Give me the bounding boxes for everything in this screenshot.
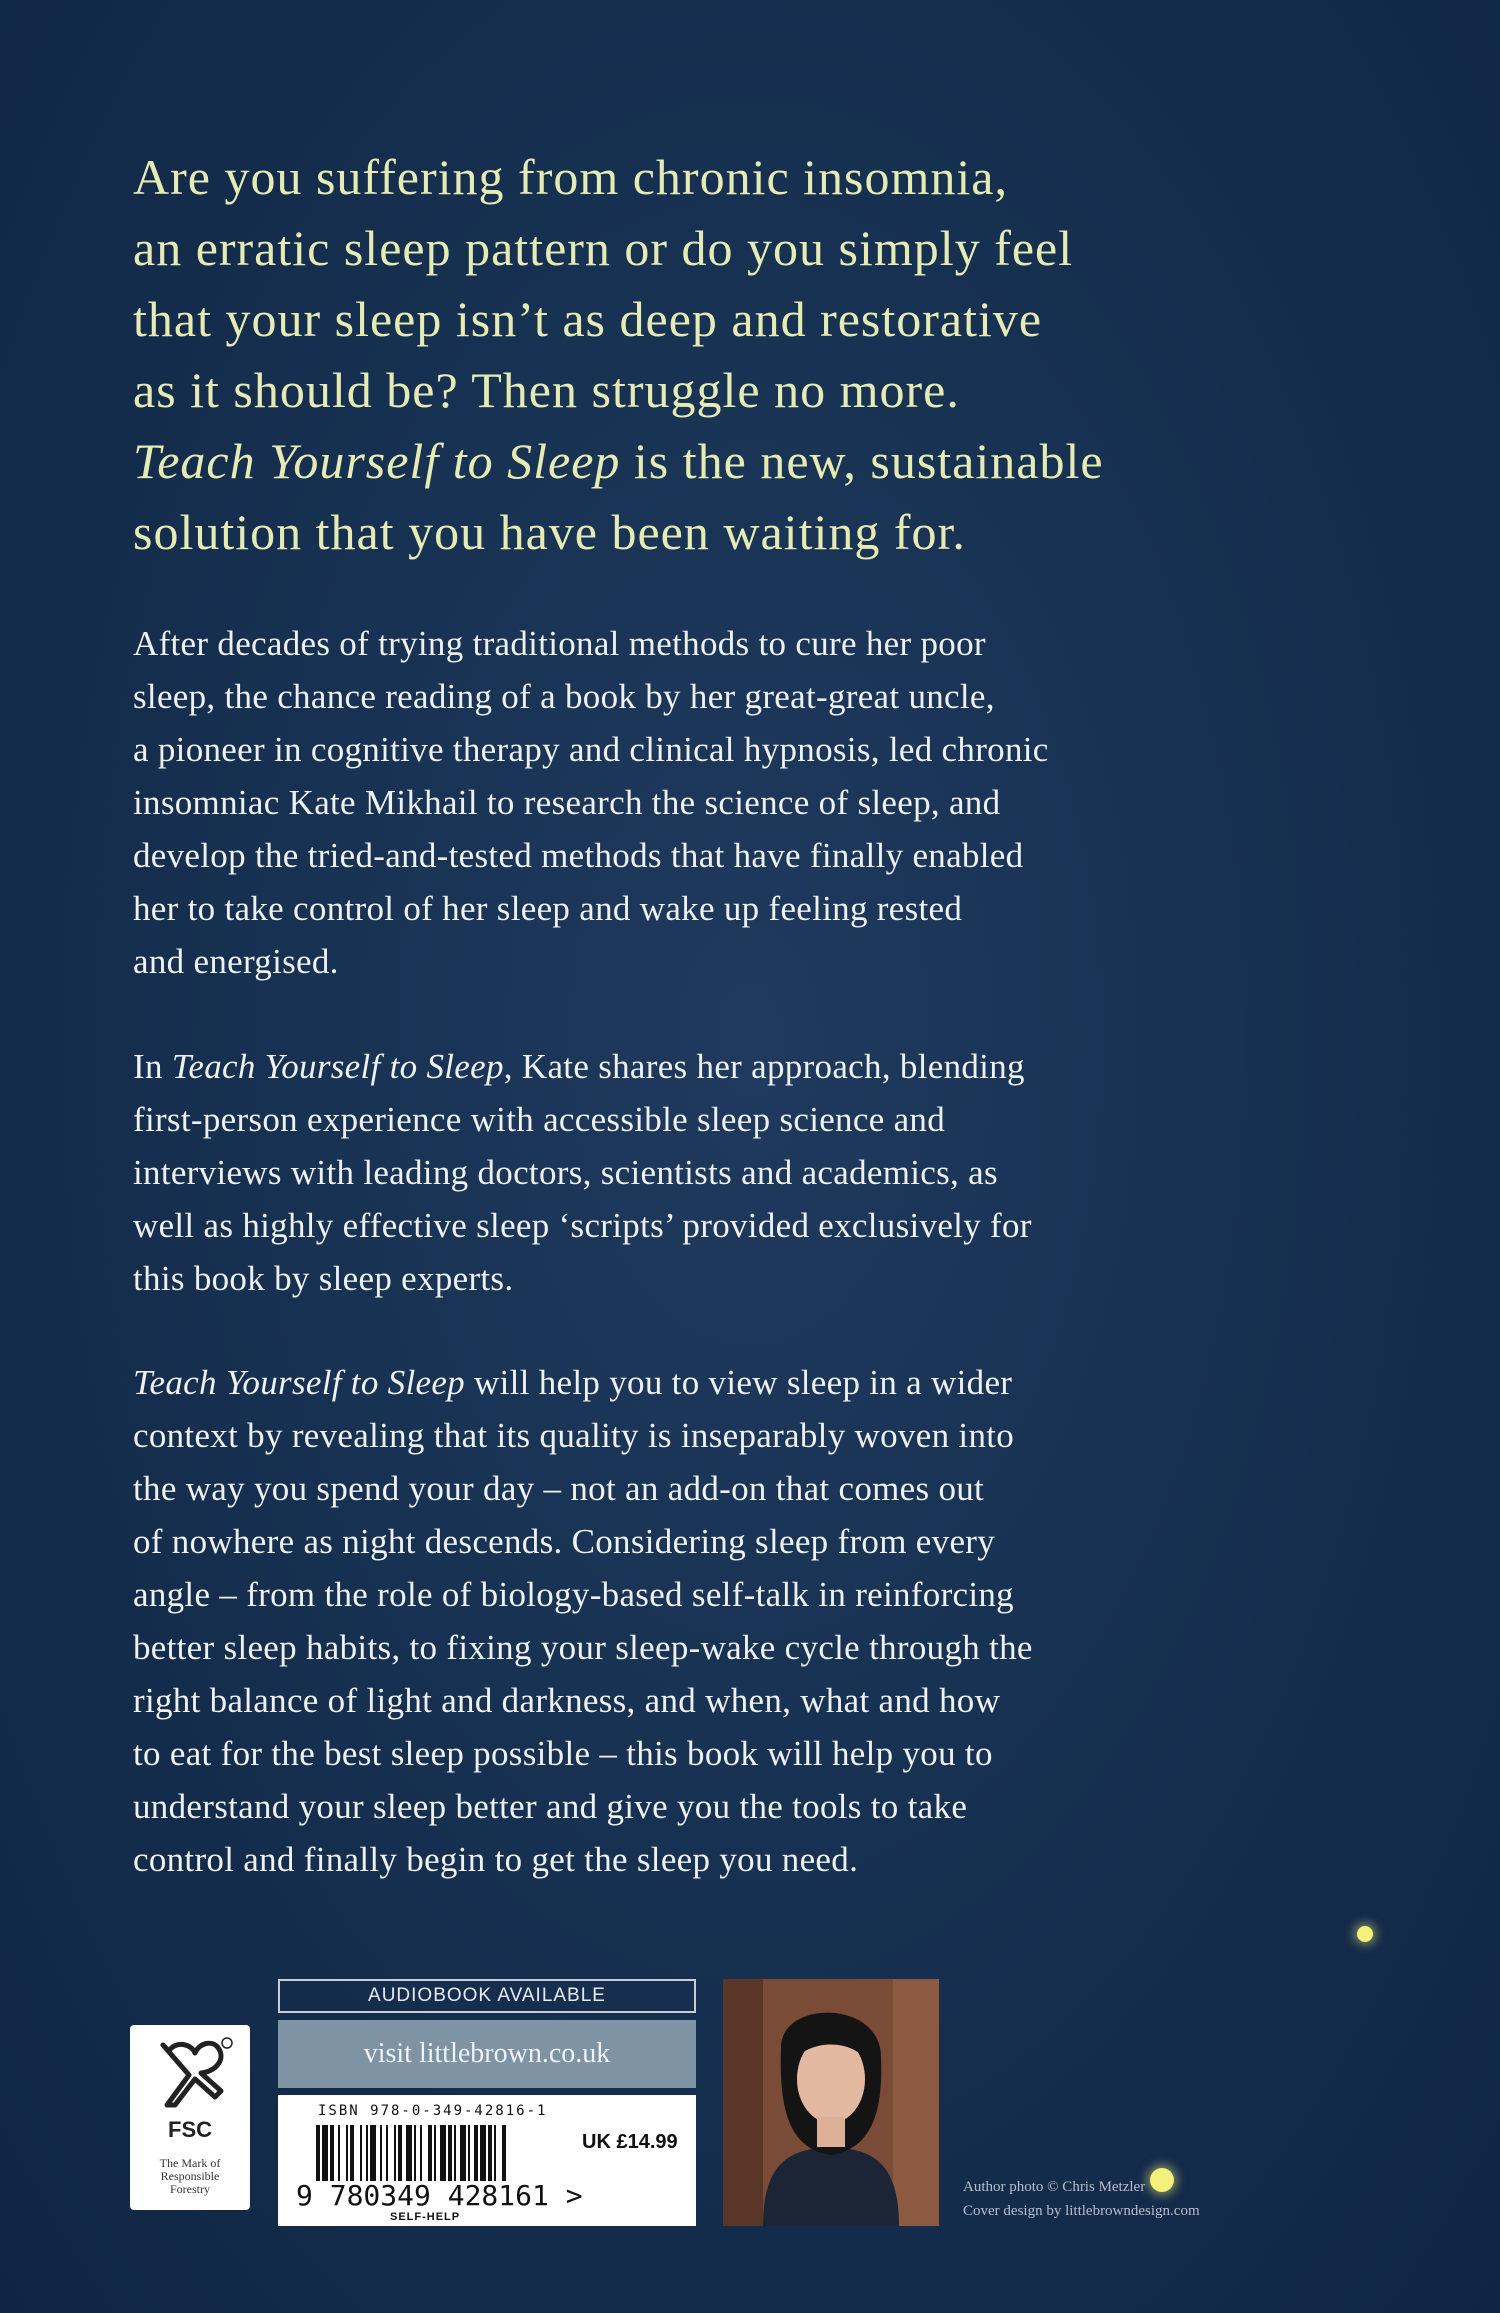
barcode-panel [278, 2095, 696, 2226]
paragraph-line: better sleep habits, to fixing your sleep-wake cycle through the [133, 1628, 1033, 1667]
paragraph-line: After decades of trying traditional methods to cure her poor [133, 624, 986, 663]
paragraph-line: this book by sleep experts. [133, 1259, 514, 1298]
book-title: Teach Yourself to Sleep [171, 1047, 504, 1086]
paragraph-line: well as highly effective sleep ‘scripts’ provided exclusively for [133, 1206, 1032, 1245]
credits [963, 2175, 1383, 2223]
paragraph-line: interviews with leading doctors, scientists and academics, as [133, 1153, 998, 1192]
headline [133, 142, 1333, 568]
isbn-text: ISBN 978-0-349-42816-1 [318, 2103, 548, 2119]
fsc-label: FSC [168, 2117, 212, 2142]
design-credit: Cover design by littlebrowndesign.com [963, 2203, 1200, 2219]
barcode-number: 9 780349 428161 > [296, 2179, 583, 2212]
paragraph-line: control and finally begin to get the sleep you need. [133, 1840, 859, 1879]
paragraph-line: insomniac Kate Mikhail to research the science of sleep, and [133, 783, 1001, 822]
headline-line: Are you suffering from chronic insomnia, [133, 149, 1008, 205]
price-label: UK £14.99 [582, 2131, 678, 2153]
headline-line: an erratic sleep pattern or do you simply feel [133, 220, 1074, 276]
paragraph-line: understand your sleep better and give you the tools to take [133, 1787, 968, 1826]
author-photo [723, 1979, 939, 2226]
book-title: Teach Yourself to Sleep [133, 1363, 465, 1402]
paragraph-approach [133, 1040, 1313, 1305]
paragraph-line: the way you spend your day – not an add-on that comes out [133, 1469, 985, 1508]
website-link[interactable]: visit littlebrown.co.uk [278, 2020, 696, 2088]
barcode-icon [316, 2125, 566, 2181]
paragraph-line: develop the tried-and-tested methods that have finally enabled [133, 836, 1024, 875]
paragraph-line: to eat for the best sleep possible – this book will help you to [133, 1734, 993, 1773]
fsc-tagline-line: The Mark of [159, 2156, 221, 2170]
headline-line: as it should be? Then struggle no more. [133, 362, 960, 418]
headline-line [133, 426, 1333, 497]
paragraph-line [133, 1356, 1313, 1409]
category-label: SELF-HELP [390, 2211, 461, 2223]
paragraph-text: , Kate shares her approach, blending [503, 1047, 1025, 1086]
paragraph-author-story [133, 617, 1313, 988]
paragraph-line: first-person experience with accessible sleep science and [133, 1100, 946, 1139]
paragraph-line: of nowhere as night descends. Considering sleep from every [133, 1522, 996, 1561]
paragraph-line: right balance of light and darkness, and when, what and how [133, 1681, 1001, 1720]
photo-credit: Author photo © Chris Metzler [963, 2179, 1146, 2195]
author-portrait-icon [723, 1979, 939, 2226]
paragraph-benefits [133, 1356, 1313, 1886]
paragraph-line: a pioneer in cognitive therapy and clinical hypnosis, led chronic [133, 730, 1049, 769]
fsc-tagline-line: Forestry [170, 2182, 210, 2196]
fsc-logo [130, 2025, 250, 2210]
tree-check-icon [145, 2035, 235, 2115]
headline-text: is the new, sustainable [620, 433, 1104, 489]
paragraph-line: her to take control of her sleep and wake up feeling rested [133, 889, 963, 928]
paragraph-line: context by revealing that its quality is inseparably woven into [133, 1416, 1015, 1455]
paragraph-text: will help you to view sleep in a wider [464, 1363, 1013, 1402]
headline-line: solution that you have been waiting for. [133, 504, 966, 560]
star-dot [1357, 1926, 1373, 1942]
paragraph-line: sleep, the chance reading of a book by her great-great uncle, [133, 677, 995, 716]
book-title: Teach Yourself to Sleep [133, 433, 621, 489]
headline-line: that your sleep isn’t as deep and restorative [133, 291, 1043, 347]
fsc-tagline [160, 2157, 221, 2196]
audiobook-banner: AUDIOBOOK AVAILABLE [278, 1979, 696, 2013]
paragraph-line: angle – from the role of biology-based self-talk in reinforcing [133, 1575, 1014, 1614]
paragraph-line: and energised. [133, 942, 339, 981]
fsc-tagline-line: Responsible [160, 2169, 220, 2183]
paragraph-line [133, 1040, 1313, 1093]
paragraph-text: In [133, 1047, 172, 1086]
